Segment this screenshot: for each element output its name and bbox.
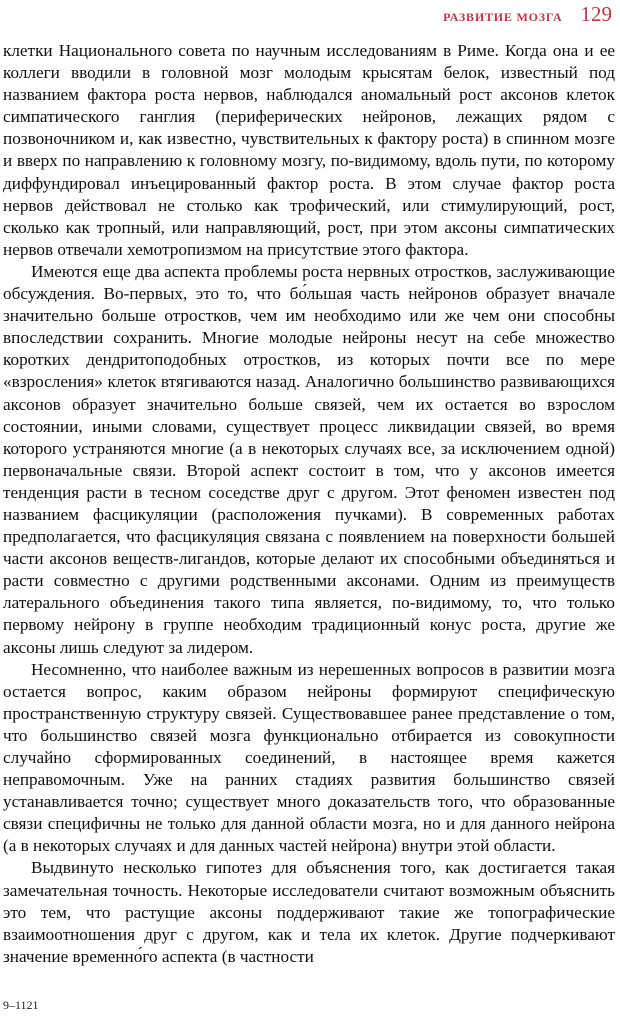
- page-number: 129: [580, 2, 612, 26]
- paragraph-1: клетки Национального совета по научным исследованиям в Риме. Когда она и ее коллеги вводили в головной мозг молодым крысятам белок, известный под названием фактора роста нервов, наблюдался аномальный рост аксонов клеток симпатического ганглия (периферических нейронов, лежащих рядом с позвоночником и, как известно, чувствительных к фактору роста) в спинном мозге и вверх по направлению к головному мозгу, по-видимому, вдоль пути, по которому диффундировал инъецированный фактор роста. В этом случае фактор роста нервов действовал не столько как трофический, или стимулирующий, рост, сколько как тропный, или направляющий, рост, при этом аксоны симпатических нервов отвечали хемотропизмом на присутствие этого фактора.: [3, 41, 615, 259]
- paragraph-4: Выдвинуто несколько гипотез для объяснения того, как достигается такая замечательная точность. Некоторые исследователи считают возможным объяснить это тем, что растущие аксоны поддерживают такие же топографические взаимоотношения друг с другом, как и тела их клеток. Другие подчеркивают значение временно́го аспекта (в частности: [3, 858, 615, 966]
- body-text: [3, 40, 615, 968]
- running-head: [443, 2, 612, 27]
- section-title: РАЗВИТИЕ МОЗГА: [443, 10, 563, 24]
- paragraph-3: Несомненно, что наиболее важным из нерешенных вопросов в развитии мозга остается вопрос, каким образом нейроны формируют специфическую пространственную структуру связей. Существовавшее ранее представление о том, что большинство связей мозга функционально отбирается из совокупности случайно сформированных соединений, в настоящее время кажется неправомочным. Уже на ранних стадиях развития большинство связей устанавливается точно; существует много доказательств того, что образованные связи специфичны не только для данной области мозга, но и для данного нейрона (а в некоторых случаях и для данных частей нейрона) внутри этой области.: [3, 659, 615, 856]
- printer-signature: 9–1121: [3, 998, 39, 1012]
- paragraph-2: Имеются еще два аспекта проблемы роста нервных отростков, заслуживающие обсуждения. Во-первых, это то, что бо́льшая часть нейронов образует вначале значительно больше отростков, чем им необходимо или же чем они способны впоследствии сохранить. Многие молодые нейроны несут на себе множество коротких дендритоподобных отростков, из которых почти все по мере «взросления» клеток втягиваются назад. Аналогично большинство развивающихся аксонов образует значительно больше связей, чем их остается во взрослом состоянии, иными словами, существует процесс ликвидации связей, во время которого устраняются многие (а в некоторых случаях все, за исключением одной) первоначальные связи. Второй аспект состоит в том, что у аксонов имеется тенденция расти в тесном соседстве друг с другом. Этот феномен известен под названием фасцикуляции (расположения пучками). В современных работах предполагается, что фасцикуляция связана с появлением на поверхности большей части аксонов веществ-лигандов, которые делают их способными объединяться и расти совместно с другими родственными аксонами. Одним из преимуществ латерального объединения такого типа является, по-видимому, то, что только первому нейрону в группе необходим традиционный конус роста, другие же аксоны лишь следуют за лидером.: [3, 261, 615, 657]
